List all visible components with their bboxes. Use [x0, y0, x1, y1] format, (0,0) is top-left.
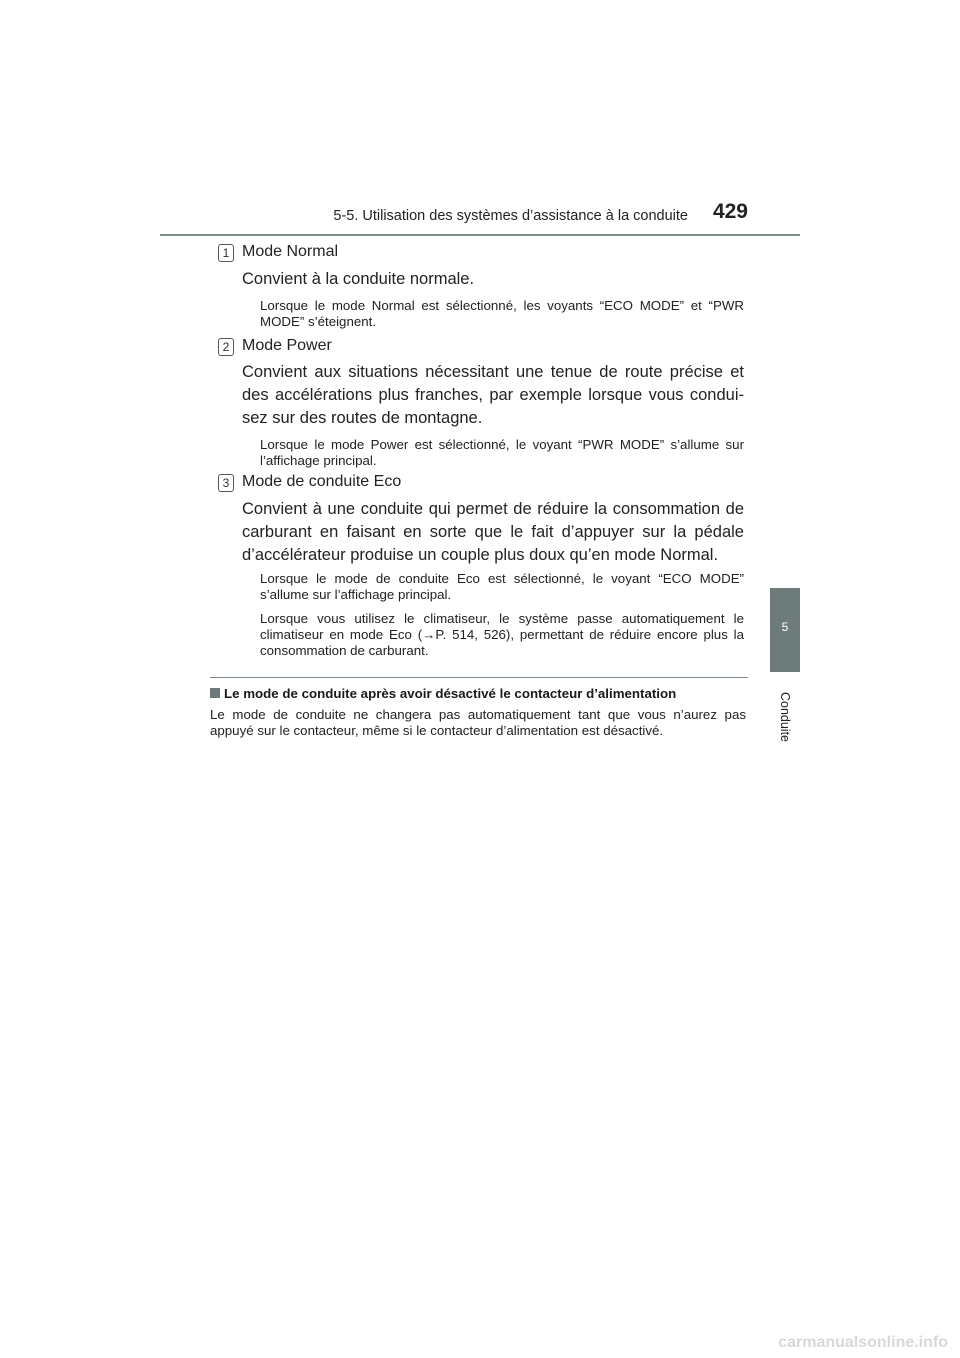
page-header — [160, 200, 800, 236]
item-title: Mode Normal — [242, 243, 339, 260]
section-title: 5-5. Utilisation des systèmes d’assistance à la conduite — [333, 208, 688, 224]
item-note: Lorsque vous utilisez le climatiseur, le système passe automatiquement le climatiseur en mode Eco (→P. 514, 526), permettant de réduire encore plus la consommation de carburant. — [260, 611, 744, 658]
section-divider — [210, 677, 748, 678]
item-number-badge: 2 — [218, 338, 234, 356]
header-rule — [160, 234, 800, 236]
chapter-tab — [770, 588, 800, 672]
callout-body: Le mode de conduite ne changera pas automatiquement tant que vous n’aurez pas appuyé sur le contacteur, même si le contacteur d’alimentation est désactivé. — [210, 707, 746, 738]
chapter-label-wrap — [770, 672, 800, 762]
chapter-number: 5 — [781, 620, 789, 634]
item-description: Convient à la conduite normale. — [242, 270, 475, 288]
callout-heading: Le mode de conduite après avoir désactivé le contacteur d’alimentation — [224, 686, 677, 701]
item-note: Lorsque le mode Power est sélectionné, le voyant “PWR MODE” s’allume sur l’affichage principal. — [260, 437, 744, 468]
item-description: Convient à une conduite qui permet de réduire la consommation de carburant en faisant en sorte que le fait d’appuyer sur la pédale d’accélérateur produise un couple plus doux qu’en mode Normal. — [242, 500, 744, 564]
square-bullet-icon — [210, 688, 220, 698]
page-number: 429 — [712, 200, 748, 223]
item-note: Lorsque le mode de conduite Eco est sélectionné, le voyant “ECO MODE” s’allume sur l’affichage principal. — [260, 571, 744, 602]
item-title: Mode Power — [242, 337, 332, 354]
item-description: Convient aux situations nécessitant une tenue de route précise et des accélérations plus franches, par exemple lorsque vous condui-sez sur des routes de montagne. — [242, 363, 744, 427]
watermark: carmanualsonline.info — [778, 1334, 948, 1351]
item-title: Mode de conduite Eco — [242, 473, 402, 490]
item-number-badge: 3 — [218, 474, 234, 492]
item-note: Lorsque le mode Normal est sélectionné, les voyants “ECO MODE” et “PWR MODE” s’éteignent. — [260, 298, 744, 329]
chapter-label: Conduite — [778, 691, 792, 743]
item-number-badge: 1 — [218, 244, 234, 262]
